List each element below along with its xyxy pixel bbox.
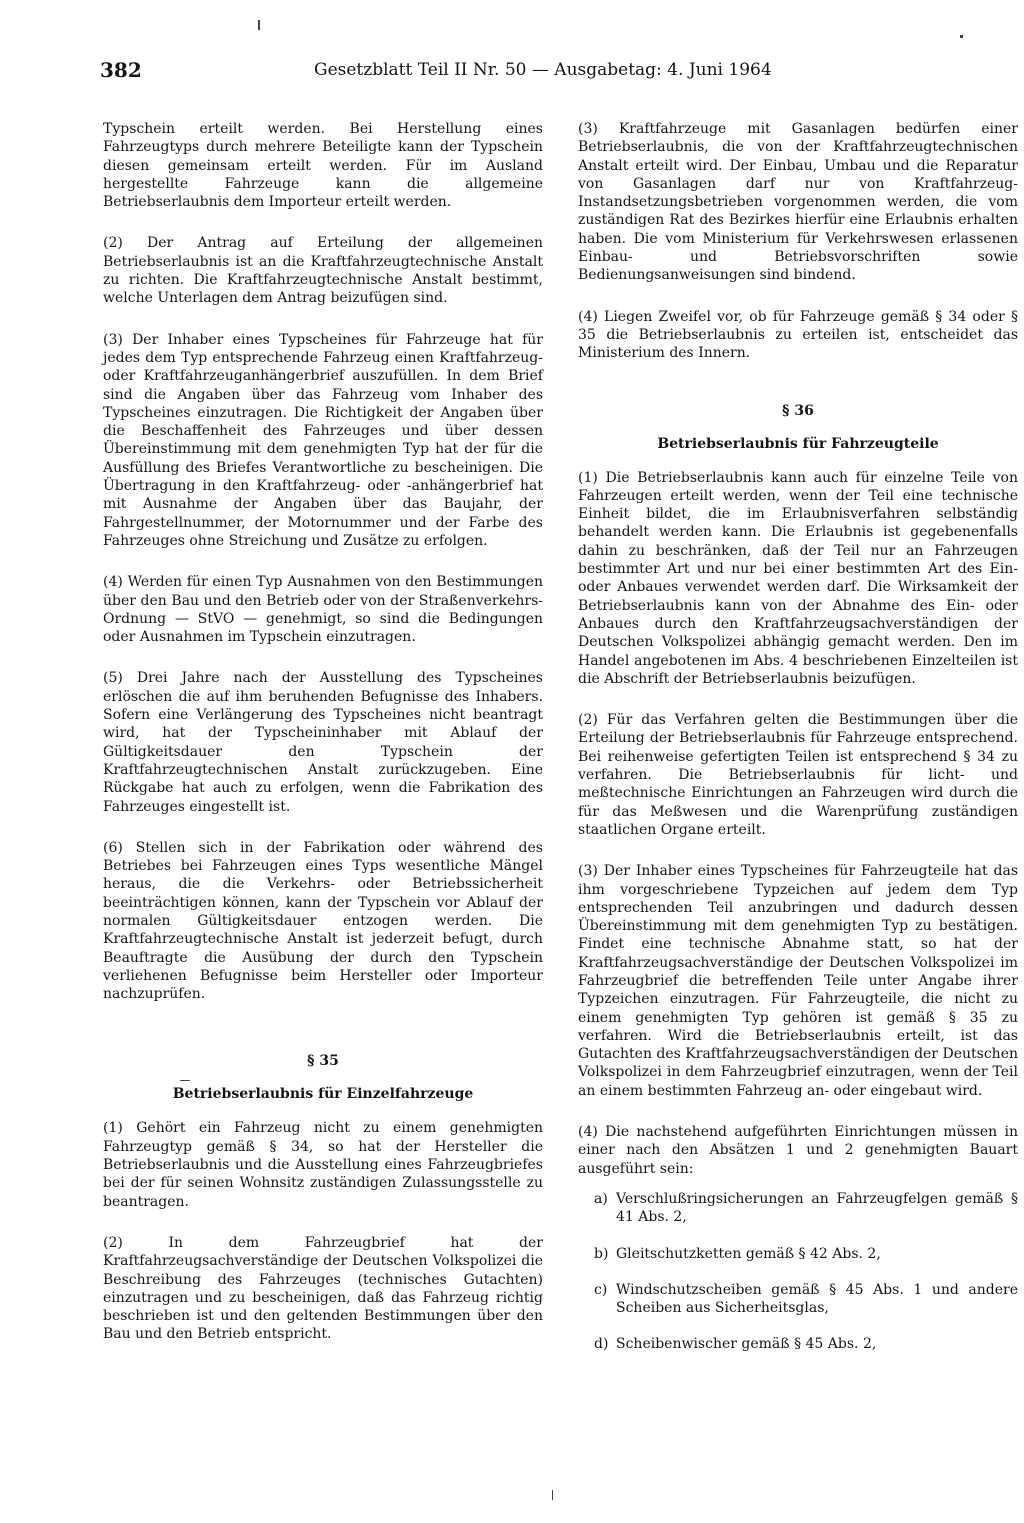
list-item-label: b) <box>594 1245 609 1262</box>
right-column <box>578 120 1018 1354</box>
scan-speck <box>552 1490 553 1500</box>
section-number-35: § 35 <box>307 1053 339 1070</box>
list-item-text: Scheibenwischer gemäß § 45 Abs. 2, <box>616 1336 877 1353</box>
paragraph-s34-2: (2) Der Antrag auf Erteilung der allgemeinen Betriebserlaubnis ist an die Kraftfahrzeugtechnische Anstalt zu richten. Die Kraftfahrzeugtechnische Anstalt bestimmt, welche Unterlagen dem Antrag beizufügen sind. <box>103 235 543 307</box>
list-item <box>578 1245 1018 1263</box>
list-item <box>578 1335 1018 1353</box>
scan-speck <box>960 35 963 38</box>
list-item-text: Windschutzscheiben gemäß § 45 Abs. 1 und andere Scheiben aus Sicherheitsglas, <box>616 1281 1018 1317</box>
list-item-label: c) <box>594 1281 608 1298</box>
section-number-36: § 36 <box>782 402 814 419</box>
running-head: Gesetzblatt Teil II Nr. 50 — Ausgabetag: 4. Juni 1964 <box>314 60 772 80</box>
list-item-text: Gleitschutzketten gemäß § 42 Abs. 2, <box>616 1245 881 1262</box>
section-title-36: Betriebserlaubnis für Fahrzeugteile <box>657 435 939 452</box>
list-item-text: Verschlußringsicherungen an Fahrzeugfelgen gemäß § 41 Abs. 2, <box>616 1190 1018 1226</box>
paragraph-s34-3: (3) Der Inhaber eines Typscheines für Fahrzeuge hat für jedes dem Typ entsprechende Fahrzeug einen Kraftfahrzeug- oder Kraftfahrzeuganhängerbrief auszufüllen. In dem Brief sind die Angaben über das Fahrzeug vom Inhaber des Typscheines einzutragen. Die Richtigkeit der Angaben über die Beschaffenheit des Fahrzeuges und über dessen Übereinstimmung mit dem genehmigten Typ hat der für die Ausfüllung des Briefes Verantwortliche zu bescheinigen. Die Übertragung in den Kraftfahrzeug- oder -anhängerbrief hat mit Ausnahme der Angaben über das Baujahr, der Fahrgestellnummer, der Motornummer und der Farbe des Fahrzeuges ohne Streichung und Zusätze zu erfolgen. <box>103 331 543 549</box>
paragraph-s36-1: (1) Die Betriebserlaubnis kann auch für einzelne Teile von Fahrzeugen erteilt werden, wenn der Teil eine technische Einheit bildet, die im Erlaubnisverfahren selbständig behandelt werden kann. Die Erlaubnis ist gegebenenfalls dahin zu beschränken, daß der Teil nur an Fahrzeugen bestimmter Art und nur bei einer bestimmten Art des Ein- oder Anbaues verwendet werden darf. Die Wirksamkeit der Betriebserlaubnis kann von der Abnahme des Ein- oder Anbaues durch den Kraftfahrzeugsachverständigen der Deutschen Volkspolizei abhängig gemacht werden. Den im Handel angebotenen im Abs. 4 beschriebenen Einzelteilen ist die Abschrift der Betriebserlaubnis beizufügen. <box>578 469 1018 687</box>
paragraph-s35-1: (1) Gehört ein Fahrzeug nicht zu einem genehmigten Fahrzeugtyp gemäß § 34, so hat der Hersteller die Betriebserlaubnis und die Ausstellung eines Fahrzeugbriefes bei der für seinen Wohnsitz zuständigen Zulassungsstelle zu beantragen. <box>103 1120 543 1210</box>
list-item-label: d) <box>594 1336 609 1353</box>
scan-speck <box>258 20 260 30</box>
section-title-35: Betriebserlaubnis für Einzelfahrzeuge <box>172 1086 474 1103</box>
paragraph-s34-4: (4) Werden für einen Typ Ausnahmen von den Bestimmungen über den Bau und den Betrieb oder von der Straßenverkehrs-Ordnung — StVO — genehmigt, so sind die Bedingungen oder Ausnahmen im Typschein einzutragen. <box>103 574 543 646</box>
list-item <box>578 1281 1018 1318</box>
paragraph-s35-4: (4) Liegen Zweifel vor, ob für Fahrzeuge gemäß § 34 oder § 35 die Betriebserlaubnis zu erteilen ist, entscheidet das Ministerium des Innern. <box>578 308 1018 362</box>
scan-speck <box>180 1080 190 1081</box>
paragraph-s36-3: (3) Der Inhaber eines Typscheines für Fahrzeugteile hat das ihm vorgeschriebene Typzeichen auf jedem dem Typ entsprechenden Teil anzubringen und dadurch dessen Übereinstimmung mit dem genehmigten Typ zu bestätigen. Findet eine technische Abnahme statt, so hat der Kraftfahrzeugsachverständige der Deutschen Volkspolizei im Fahrzeugbrief die betreffenden Teile unter Angabe ihrer Typzeichen einzutragen. Für Fahrzeugteile, die nicht zu einem genehmigten Typ gehören ist gemäß § 35 zu verfahren. Wird die Betriebserlaubnis erteilt, ist das Gutachten des Kraftfahrzeugsachverständigen der Deutschen Volkspolizei in dem Fahrzeugbrief einzutragen, wenn der Teil an einem bestimmten Fahrzeug an- oder eingebaut wird. <box>578 863 1018 1099</box>
paragraph-continuation: Typschein erteilt werden. Bei Herstellung eines Fahrzeugtyps durch mehrere Beteiligte kann der Typschein diesen gemeinsam erteilt werden. Für im Ausland hergestellte Fahrzeuge kann die allgemeine Betriebserlaubnis dem Importeur erteilt werden. <box>103 121 543 211</box>
page-number: 382 <box>100 58 142 82</box>
paragraph-s34-5: (5) Drei Jahre nach der Ausstellung des Typscheines erlöschen die auf ihm beruhenden Befugnisse des Inhabers. Sofern eine Verlängerung des Typscheines nicht beantragt wird, hat der Typscheininhaber mit Ablauf der Gültigkeitsdauer den Typschein der Kraftfahrzeugtechnischen Anstalt zurückzugeben. Eine Rückgabe hat auch zu erfolgen, wenn die Fabrikation des Fahrzeuges eingestellt ist. <box>103 670 543 815</box>
list-item-label: a) <box>594 1190 608 1207</box>
paragraph-s34-6: (6) Stellen sich in der Fabrikation oder während des Betriebes bei Fahrzeugen eines Typs wesentliche Mängel heraus, die die Verkehrs- oder Betriebssicherheit beeinträchtigen können, kann der Typschein vor Ablauf der normalen Gültigkeitsdauer entzogen werden. Die Kraftfahrzeugtechnische Anstalt ist jederzeit befugt, durch Beauftragte die Ausübung der durch den Typschein verliehenen Befugnisse beim Hersteller oder Importeur nachzuprüfen. <box>103 839 543 1003</box>
paragraph-s35-2: (2) In dem Fahrzeugbrief hat der Kraftfahrzeugsachverständige der Deutschen Volkspolizei die Beschreibung des Fahrzeuges (technisches Gutachten) einzutragen und zu bescheinigen, daß das Fahrzeug richtig beschrieben ist und den geltenden Bestimmungen über den Bau und den Betrieb entspricht. <box>103 1234 543 1343</box>
list-item <box>578 1190 1018 1227</box>
page-header <box>100 58 820 86</box>
equipment-list <box>578 1190 1018 1354</box>
paragraph-s36-4: (4) Die nachstehend aufgeführten Einrichtungen müssen in einer nach den Absätzen 1 und 2 genehmigten Bauart ausgeführt sein: <box>578 1124 1018 1177</box>
paragraph-s36-2: (2) Für das Verfahren gelten die Bestimmungen über die Erteilung der Betriebserlaubnis für Fahrzeuge entsprechend. Bei reihenweise gefertigten Teilen ist entsprechend § 34 zu verfahren. Die Betriebserlaubnis für licht- und meßtechnische Einrichtungen an Fahrzeugen wird durch die für das Meßwesen und die Warenprüfung zuständigen staatlichen Organe erteilt. <box>578 712 1018 838</box>
left-column <box>103 120 543 1344</box>
paragraph-s35-3: (3) Kraftfahrzeuge mit Gasanlagen bedürfen einer Betriebserlaubnis, die von der Kraftfahrzeugtechnischen Anstalt erteilt wird. Der Einbau, Umbau und die Reparatur von Gasanlagen darf nur von Kraftfahrzeug-Instandsetzungsbetrieben vorgenommen werden, die vom zuständigen Rat des Bezirkes hierfür eine Erlaubnis erhalten haben. Die vom Ministerium für Verkehrswesen erlassenen Einbau- und Betriebsvorschriften sowie Bedienungsanweisungen sind bindend. <box>578 121 1018 284</box>
